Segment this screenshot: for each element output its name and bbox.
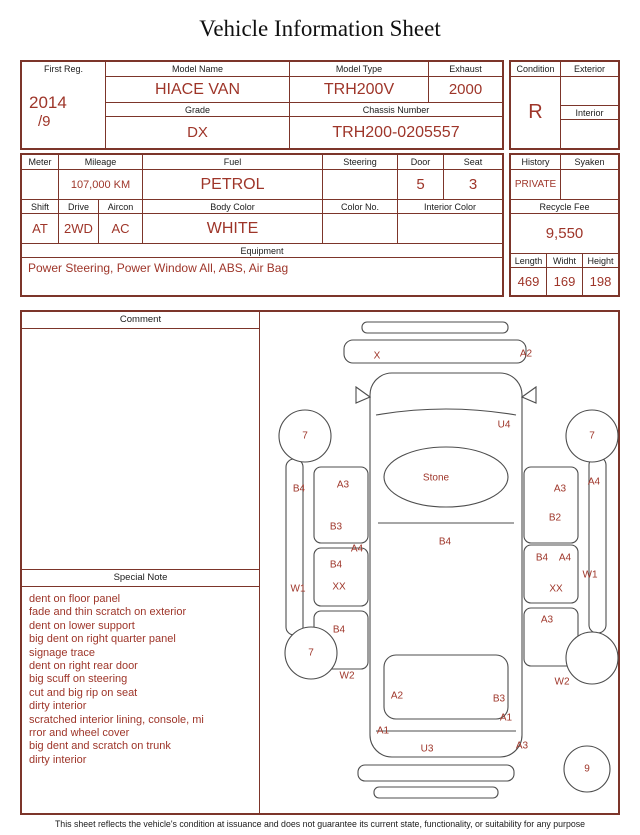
damage-marker: W1 — [290, 583, 306, 595]
special-note-line: fade and thin scratch on exterior — [29, 606, 187, 619]
comment-box — [22, 312, 259, 570]
exhaust-label: Exhaust — [428, 62, 502, 76]
damage-marker: B4 — [332, 624, 346, 636]
damage-marker: A4 — [350, 543, 364, 555]
damage-marker: A2 — [519, 348, 533, 360]
damage-marker: B4 — [329, 559, 343, 571]
history-value: PRIVATE — [511, 169, 560, 199]
damage-marker: X — [373, 350, 381, 362]
damage-marker: B4 — [535, 552, 549, 564]
special-note-line: big dent on right quarter panel — [29, 633, 176, 646]
damage-marker: A3 — [336, 479, 350, 491]
recycle-fee-label: Recycle Fee — [511, 199, 618, 213]
damage-marker: A1 — [499, 712, 513, 724]
condition-table — [509, 60, 620, 150]
body-color-label: Body Color — [142, 199, 322, 213]
equipment-label: Equipment — [22, 243, 502, 257]
fuel-label: Fuel — [142, 155, 322, 169]
comment-header: Comment — [22, 312, 259, 329]
interior-label: Interior — [560, 105, 618, 119]
condition-label: Condition — [516, 64, 555, 74]
special-note-line: dent on right rear door — [29, 660, 138, 673]
color-no-label: Color No. — [322, 199, 397, 213]
damage-marker: W2 — [339, 670, 355, 682]
damage-marker: 7 — [308, 647, 314, 659]
exhaust-value: 2000 — [428, 76, 502, 102]
damage-marker: B4 — [438, 536, 452, 548]
spec-table — [20, 153, 504, 297]
steering-label: Steering — [322, 155, 397, 169]
damage-marker: U4 — [497, 419, 511, 431]
height-value: 198 — [582, 267, 618, 295]
length-label: Length — [511, 253, 546, 267]
interior-color-label: Interior Color — [397, 199, 502, 213]
damage-marker: XX — [332, 581, 346, 593]
body-color-value: WHITE — [142, 213, 322, 243]
special-note-header: Special Note — [22, 570, 259, 587]
meter-value — [22, 169, 58, 199]
damage-marker: 9 — [584, 763, 590, 775]
special-note-line: big dent and scratch on trunk — [29, 740, 171, 753]
aircon-label: Aircon — [98, 199, 142, 213]
chassis-number-label: Chassis Number — [289, 102, 502, 116]
damage-marker: B4 — [292, 483, 306, 495]
damage-marker: B3 — [329, 521, 343, 533]
special-note-box — [22, 570, 259, 773]
length-value: 469 — [511, 267, 546, 295]
comment-column — [22, 312, 260, 813]
first-reg-year: 2014 — [29, 93, 67, 112]
width-label: Widht — [546, 253, 582, 267]
damage-marker: A4 — [587, 476, 601, 488]
model-name-value: HIACE VAN — [105, 76, 289, 102]
special-note-line: rror and wheel cover — [29, 727, 130, 740]
height-label: Height — [582, 253, 618, 267]
disclaimer-text: This sheet reflects the vehicle's condition at issuance and does not guarantee its current state, functionality, or suitability for any purpose — [54, 819, 586, 829]
first-reg-label: First Reg. — [43, 64, 83, 74]
special-note-line: dent on lower support — [29, 619, 135, 632]
condition-value: R — [511, 76, 560, 148]
damage-marker: Stone — [422, 472, 450, 484]
drive-label: Drive — [58, 199, 98, 213]
damage-marker: XX — [549, 583, 563, 595]
model-type-value: TRH200V — [289, 76, 428, 102]
damage-marker: A3 — [553, 483, 567, 495]
special-note-list — [22, 587, 259, 773]
page-title: Vehicle Information Sheet — [199, 16, 441, 41]
door-value: 5 — [397, 169, 443, 199]
special-note-line: cut and big rip on seat — [29, 686, 138, 699]
mileage-label: Mileage — [58, 155, 142, 169]
damage-marker: A4 — [558, 552, 572, 564]
chassis-number-value: TRH200-0205557 — [289, 116, 502, 148]
lower-section — [20, 310, 620, 815]
damage-marker: W2 — [554, 676, 570, 688]
grade-label: Grade — [105, 102, 289, 116]
equipment-value: Power Steering, Power Window All, ABS, Air Bag — [22, 257, 502, 295]
syaken-label: Syaken — [560, 155, 618, 169]
first-reg-value — [22, 76, 105, 148]
shift-value: AT — [22, 213, 58, 243]
special-note-line: dent on floor panel — [29, 593, 121, 605]
damage-marker: A2 — [390, 690, 404, 702]
door-label: Door — [397, 155, 443, 169]
damage-marker: W1 — [582, 569, 598, 581]
exterior-label: Exterior — [560, 62, 618, 76]
damage-marker: 7 — [589, 430, 595, 442]
vehicle-info-table — [20, 60, 504, 150]
first-reg-month: /9 — [38, 113, 51, 130]
damage-marker: A1 — [376, 725, 390, 737]
seat-label: Seat — [443, 155, 502, 169]
width-value: 169 — [546, 267, 582, 295]
seat-value: 3 — [443, 169, 502, 199]
meter-label: Meter — [28, 157, 52, 167]
drive-value: 2WD — [58, 213, 98, 243]
damage-marker: U3 — [420, 743, 434, 755]
fuel-value: PETROL — [142, 169, 322, 199]
shift-label: Shift — [22, 199, 58, 213]
special-note-line: big scuff on steering — [29, 673, 128, 686]
syaken-value — [560, 169, 618, 199]
steering-value — [322, 169, 397, 199]
grade-value: DX — [105, 116, 289, 148]
damage-marker: B2 — [548, 512, 562, 524]
history-fee-table — [509, 153, 620, 297]
damage-marker: A3 — [540, 614, 554, 626]
special-note-line: scratched interior lining, console, mi — [29, 713, 204, 726]
damage-marker: B3 — [492, 693, 506, 705]
special-note-line: signage trace — [29, 646, 96, 659]
model-name-label: Model Name — [105, 62, 289, 76]
interior-color-value — [397, 213, 502, 243]
color-no-value — [322, 213, 397, 243]
interior-value — [560, 119, 618, 148]
history-label: History — [521, 157, 550, 167]
exterior-value — [560, 76, 618, 105]
special-note-line: dirty interior — [29, 753, 87, 766]
damage-diagram — [270, 317, 622, 815]
recycle-fee-value: 9,550 — [511, 213, 618, 253]
mileage-value: 107,000 KM — [58, 169, 142, 199]
damage-marker: 7 — [302, 430, 308, 442]
special-note-line: dirty interior — [29, 700, 87, 713]
model-type-label: Model Type — [289, 62, 428, 76]
damage-marker: A3 — [515, 740, 529, 752]
aircon-value: AC — [98, 213, 142, 243]
damage-marker-layer — [270, 317, 622, 815]
